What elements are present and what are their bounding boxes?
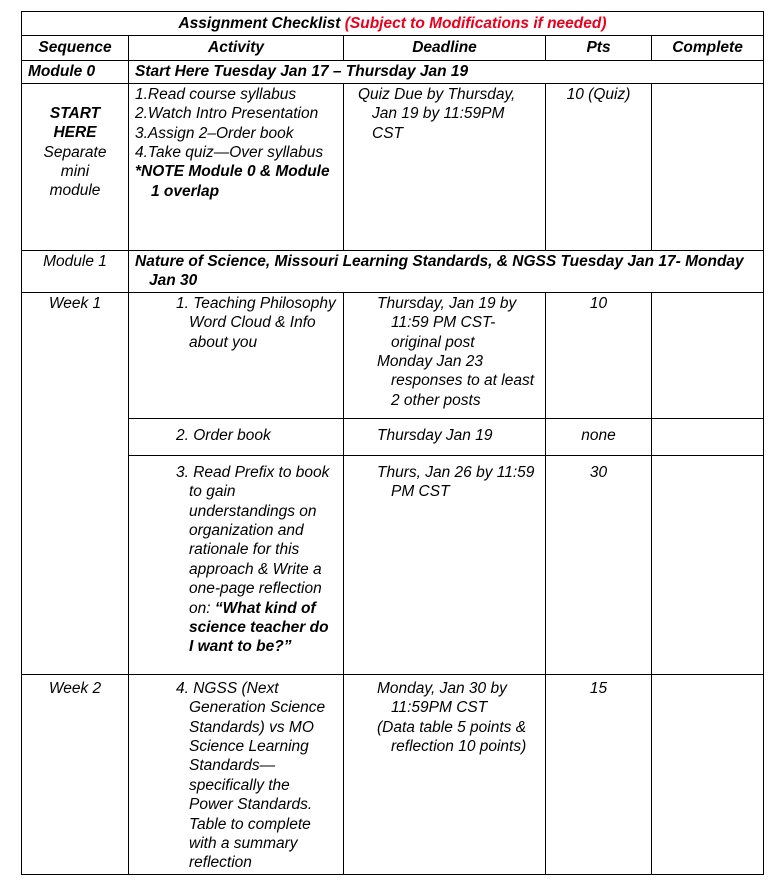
module1-title-text: Nature of Science, Missouri Learning Standards, & NGSS Tuesday Jan 17- Monday Jan 30 [135, 252, 744, 290]
assignment-checklist-table [21, 11, 764, 875]
activity-text: 4. NGSS (Next Generation Science Standards) vs MO Science Learning Standards—specifically the Power Standards. Table to complete with a summary reflection [176, 679, 326, 872]
module0-sequence [22, 83, 129, 250]
header-deadline: Deadline [344, 36, 546, 60]
module0-label: Module 0 [22, 60, 129, 83]
seq-note-line3: module [49, 182, 101, 200]
deadline-text: (Data table 5 points & reflection 10 points) [377, 718, 527, 756]
module0-items [135, 85, 337, 201]
module0-deadline-text: Quiz Due by Thursday, Jan 19 by 11:59PM CST [358, 85, 516, 142]
module0-pts: 10 (Quiz) [546, 83, 652, 250]
title-main: Assignment Checklist [178, 15, 341, 32]
title-note: (Subject to Modifications if needed) [344, 15, 607, 32]
activity-text: 1. Teaching Philosophy Word Cloud & Info about you [176, 294, 336, 351]
list-item: 2.Watch Intro Presentation [135, 105, 319, 123]
week2-deadline [344, 674, 546, 874]
week1-pts-3: 30 [546, 455, 652, 674]
week1-complete-2 [652, 418, 764, 455]
week1-spacer [22, 418, 129, 455]
seq-note-line2: mini [60, 163, 90, 181]
deadline-text: Monday Jan 23 responses to at least 2 other posts [377, 353, 535, 409]
week1-complete-1 [652, 292, 764, 418]
week1-deadline-3 [344, 455, 546, 674]
module0-dates: Start Here Tuesday Jan 17 – Thursday Jan 19 [129, 60, 764, 83]
start-here-line1: START [49, 104, 101, 122]
week1-activity-1 [129, 292, 344, 418]
deadline-text: Monday, Jan 30 by 11:59PM CST [377, 679, 507, 717]
week1-deadline-2: Thursday Jan 19 [344, 418, 546, 455]
week1-deadline-1 [344, 292, 546, 418]
activity-text [176, 463, 337, 657]
week2-activity [129, 674, 344, 874]
week1-spacer [22, 455, 129, 674]
module0-note: *NOTE Module 0 & Module 1 overlap [135, 163, 330, 200]
header-sequence: Sequence [22, 36, 129, 60]
header-complete: Complete [652, 36, 764, 60]
activity-text-plain: 3. Read Prefix to book to gain understandings on organization and rationale for this approach & Write a one-page reflection on: [176, 463, 330, 617]
deadline-text: Thurs, Jan 26 by 11:59 PM CST [377, 463, 535, 501]
table-title [22, 12, 764, 36]
module0-deadline [344, 83, 546, 250]
week1-activity-3 [129, 455, 344, 674]
header-activity: Activity [129, 36, 344, 60]
deadline-text: Thursday, Jan 19 by 11:59 PM CST-original post [377, 294, 517, 351]
header-pts: Pts [546, 36, 652, 60]
week1-pts-2: none [546, 418, 652, 455]
list-item: 4.Take quiz—Over syllabus [135, 144, 324, 162]
module1-label: Module 1 [22, 250, 129, 292]
seq-note-line1: Separate [43, 143, 107, 161]
week2-complete [652, 674, 764, 874]
week1-label: Week 1 [22, 292, 129, 418]
list-item: 1.Read course syllabus [135, 85, 297, 103]
week2-pts: 15 [546, 674, 652, 874]
week1-complete-3 [652, 455, 764, 674]
start-here-line2: HERE [53, 124, 97, 142]
week1-activity-2: 2. Order book [129, 418, 344, 455]
week1-pts-1: 10 [546, 292, 652, 418]
week2-label: Week 2 [22, 674, 129, 874]
list-item: 3.Assign 2–Order book [135, 124, 294, 142]
module0-activity [129, 83, 344, 250]
activity-text-bold: “What kind of science teacher do I want to be?” [189, 599, 329, 656]
module0-complete [652, 83, 764, 250]
module1-title [129, 250, 764, 292]
